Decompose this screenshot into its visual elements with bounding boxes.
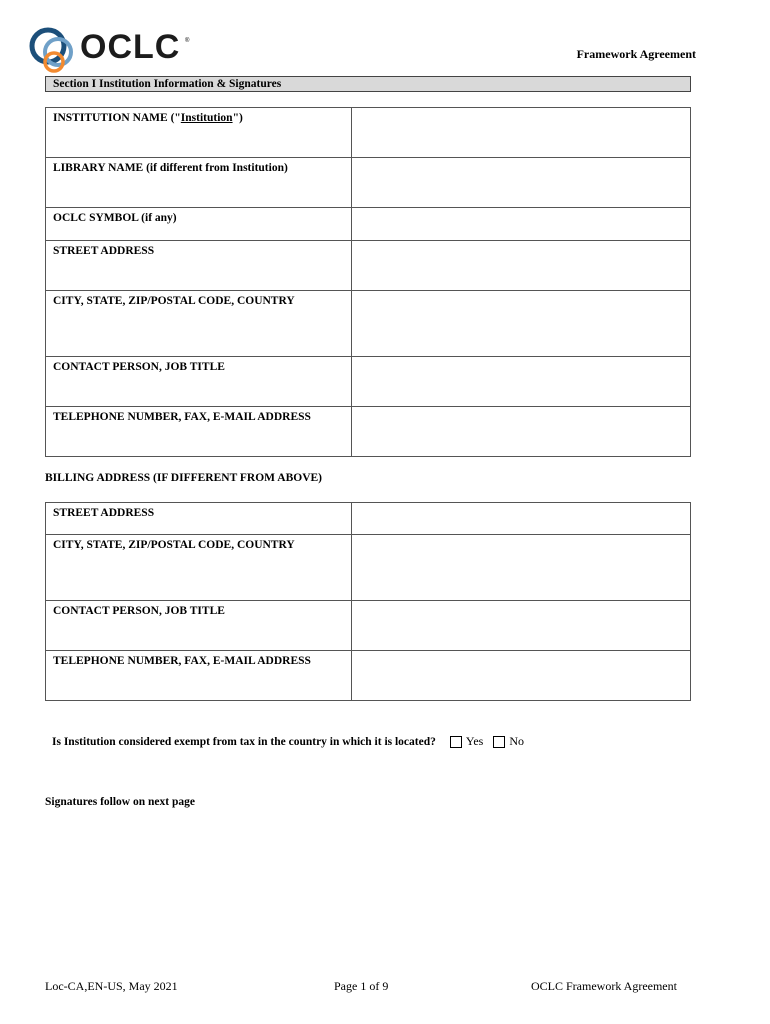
table-row xyxy=(46,407,691,457)
institution-name-label: INSTITUTION NAME ("Institution") xyxy=(46,108,352,158)
institution-name-field[interactable] xyxy=(352,108,691,158)
footer-page-number: Page 1 of 9 xyxy=(334,979,389,993)
city-state-zip-country-label: CITY, STATE, ZIP/POSTAL CODE, COUNTRY xyxy=(46,291,352,357)
signature-note: Signatures follow on next page xyxy=(45,796,195,808)
table-row xyxy=(46,357,691,407)
header-title: Framework Agreement xyxy=(576,47,696,61)
table-row xyxy=(46,208,691,241)
table-row xyxy=(46,291,691,357)
table-row xyxy=(46,535,691,601)
institution-info-table xyxy=(45,107,691,457)
contact-person-field[interactable] xyxy=(352,357,691,407)
billing-contact-person-field[interactable] xyxy=(352,601,691,651)
city-state-zip-country-field[interactable] xyxy=(352,291,691,357)
billing-city-state-zip-country-field[interactable] xyxy=(352,535,691,601)
library-name-field[interactable] xyxy=(352,158,691,208)
tax-exempt-no-checkbox[interactable] xyxy=(493,736,505,748)
billing-city-state-zip-country-label: CITY, STATE, ZIP/POSTAL CODE, COUNTRY xyxy=(46,535,352,601)
oclc-symbol-label: OCLC SYMBOL (if any) xyxy=(46,208,352,241)
section-title: Section I Institution Information & Signatures xyxy=(45,76,691,92)
oclc-logo-mark-icon xyxy=(28,22,80,78)
contact-person-label: CONTACT PERSON, JOB TITLE xyxy=(46,357,352,407)
oclc-symbol-field[interactable] xyxy=(352,208,691,241)
table-row xyxy=(46,108,691,158)
street-address-field[interactable] xyxy=(352,241,691,291)
tax-exempt-yes-label: Yes xyxy=(465,734,484,748)
telephone-fax-email-label: TELEPHONE NUMBER, FAX, E-MAIL ADDRESS xyxy=(46,407,352,457)
billing-street-address-field[interactable] xyxy=(352,503,691,535)
billing-address-title: BILLING ADDRESS (IF DIFFERENT FROM ABOVE) xyxy=(45,472,322,484)
telephone-fax-email-field[interactable] xyxy=(352,407,691,457)
oclc-logo xyxy=(28,22,198,78)
billing-telephone-fax-email-label: TELEPHONE NUMBER, FAX, E-MAIL ADDRESS xyxy=(46,651,352,701)
tax-exempt-question-row xyxy=(52,734,524,749)
table-row xyxy=(46,158,691,208)
street-address-label: STREET ADDRESS xyxy=(46,241,352,291)
table-row xyxy=(46,651,691,701)
table-row xyxy=(46,241,691,291)
tax-exempt-yes-checkbox[interactable] xyxy=(450,736,462,748)
footer-version: Loc-CA,EN-US, May 2021 xyxy=(45,979,178,993)
billing-street-address-label: STREET ADDRESS xyxy=(46,503,352,535)
table-row xyxy=(46,601,691,651)
billing-contact-person-label: CONTACT PERSON, JOB TITLE xyxy=(46,601,352,651)
tax-exempt-no-label: No xyxy=(509,734,525,748)
table-row xyxy=(46,503,691,535)
tax-exempt-question: Is Institution considered exempt from tax in the country in which it is located? xyxy=(52,735,436,748)
logo-trademark: ® xyxy=(185,38,190,44)
footer-document-title: OCLC Framework Agreement xyxy=(531,979,677,993)
billing-info-table xyxy=(45,502,691,701)
library-name-label: LIBRARY NAME (if different from Institution) xyxy=(46,158,352,208)
billing-telephone-fax-email-field[interactable] xyxy=(352,651,691,701)
logo-wordmark: OCLC xyxy=(80,28,181,66)
